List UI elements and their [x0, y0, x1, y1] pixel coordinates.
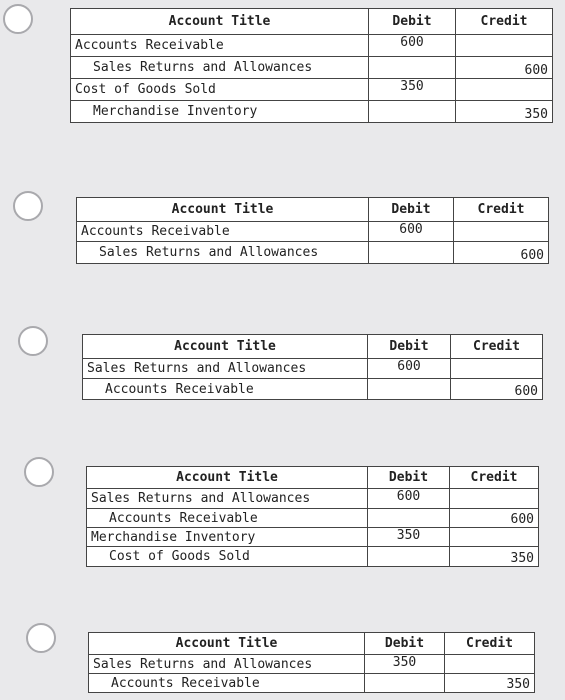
option-2-journal-table — [76, 197, 549, 264]
credit-header: Credit — [450, 467, 539, 489]
credit-cell — [456, 79, 553, 101]
credit-header: Credit — [456, 9, 553, 35]
account-cell: Merchandise Inventory — [87, 528, 368, 547]
table-row — [83, 359, 543, 379]
table-header-row — [87, 467, 539, 489]
debit-header: Debit — [369, 9, 456, 35]
table-row — [87, 528, 539, 547]
credit-cell: 600 — [454, 242, 549, 264]
table-row — [71, 35, 553, 57]
account-cell: Cost of Goods Sold — [71, 79, 369, 101]
account-cell: Accounts Receivable — [83, 379, 368, 400]
account-title-header: Account Title — [87, 467, 368, 489]
credit-cell: 350 — [450, 547, 539, 567]
debit-cell: 600 — [368, 359, 451, 379]
debit-cell: 600 — [369, 35, 456, 57]
option-1-radio[interactable] — [3, 4, 33, 34]
table-header-row — [89, 633, 535, 655]
account-cell: Sales Returns and Allowances — [71, 57, 369, 79]
debit-cell: 350 — [368, 528, 450, 547]
table-row — [87, 547, 539, 567]
credit-cell — [450, 528, 539, 547]
table-row — [71, 101, 553, 123]
account-cell: Accounts Receivable — [71, 35, 369, 57]
account-cell: Accounts Receivable — [87, 509, 368, 528]
table-row — [87, 509, 539, 528]
credit-cell: 350 — [456, 101, 553, 123]
account-title-header: Account Title — [71, 9, 369, 35]
account-cell: Cost of Goods Sold — [87, 547, 368, 567]
debit-cell — [368, 547, 450, 567]
table-row — [87, 489, 539, 509]
credit-cell — [454, 222, 549, 242]
account-cell: Accounts Receivable — [77, 222, 369, 242]
account-cell: Accounts Receivable — [89, 674, 365, 693]
debit-cell — [368, 379, 451, 400]
option-5-radio[interactable] — [26, 623, 56, 653]
option-5-journal-table — [88, 632, 535, 693]
debit-cell — [369, 242, 454, 264]
table-header-row — [83, 335, 543, 359]
account-cell: Sales Returns and Allowances — [89, 655, 365, 674]
debit-header: Debit — [369, 198, 454, 222]
credit-cell: 600 — [456, 57, 553, 79]
account-cell: Merchandise Inventory — [71, 101, 369, 123]
table-header-row — [77, 198, 549, 222]
credit-cell: 600 — [450, 509, 539, 528]
option-3-journal-table — [82, 334, 543, 400]
credit-cell — [445, 655, 535, 674]
debit-cell: 350 — [365, 655, 445, 674]
debit-cell: 600 — [369, 222, 454, 242]
credit-header: Credit — [451, 335, 543, 359]
table-row — [89, 655, 535, 674]
credit-cell — [451, 359, 543, 379]
account-title-header: Account Title — [83, 335, 368, 359]
table-row — [77, 222, 549, 242]
debit-cell — [369, 101, 456, 123]
account-title-header: Account Title — [77, 198, 369, 222]
debit-header: Debit — [368, 467, 450, 489]
table-row — [89, 674, 535, 693]
debit-header: Debit — [365, 633, 445, 655]
credit-header: Credit — [454, 198, 549, 222]
table-row — [77, 242, 549, 264]
account-cell: Sales Returns and Allowances — [83, 359, 368, 379]
debit-header: Debit — [368, 335, 451, 359]
debit-cell — [369, 57, 456, 79]
option-4-radio[interactable] — [24, 457, 54, 487]
table-row — [83, 379, 543, 400]
credit-cell: 350 — [445, 674, 535, 693]
credit-cell: 600 — [451, 379, 543, 400]
debit-cell — [368, 509, 450, 528]
option-3-radio[interactable] — [18, 326, 48, 356]
account-cell: Sales Returns and Allowances — [87, 489, 368, 509]
table-row — [71, 79, 553, 101]
table-header-row — [71, 9, 553, 35]
option-1-journal-table — [70, 8, 553, 123]
credit-cell — [450, 489, 539, 509]
option-4-journal-table — [86, 466, 539, 567]
account-title-header: Account Title — [89, 633, 365, 655]
debit-cell — [365, 674, 445, 693]
account-cell: Sales Returns and Allowances — [77, 242, 369, 264]
table-row — [71, 57, 553, 79]
credit-header: Credit — [445, 633, 535, 655]
option-2-radio[interactable] — [13, 191, 43, 221]
debit-cell: 350 — [369, 79, 456, 101]
credit-cell — [456, 35, 553, 57]
debit-cell: 600 — [368, 489, 450, 509]
